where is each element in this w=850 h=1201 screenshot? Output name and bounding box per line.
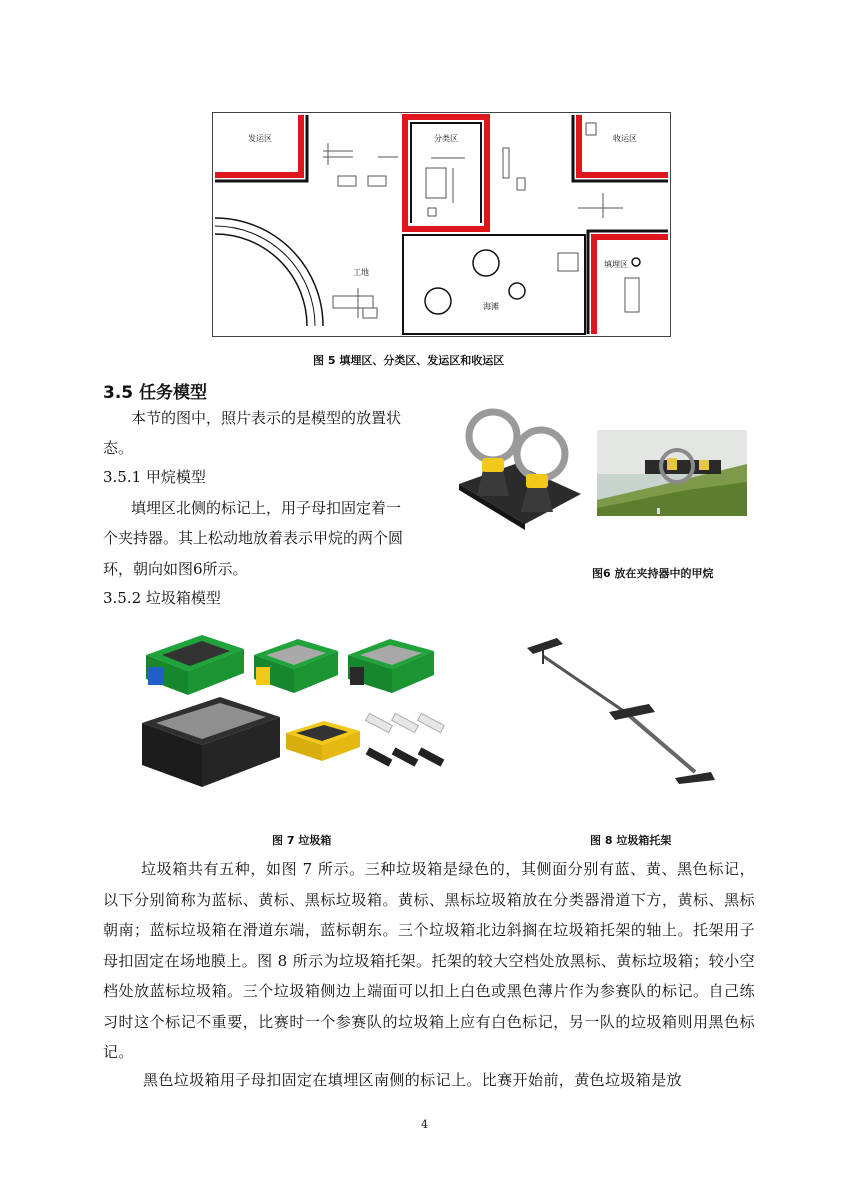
field-map-figure [212,112,671,337]
label-fayun: 发运区 [248,134,272,143]
methane-line-2: 个夹持器。其上松动地放着表示甲烷的两个圆 [103,529,404,547]
section-heading: 3.5 任务模型 [103,383,208,403]
methane-model-render [455,402,585,530]
figure7-caption: 图 7 垃圾箱 [272,834,332,847]
methane-line-3: 环，朝向如图6所示。 [103,560,248,578]
label-fenlei: 分类区 [434,134,458,143]
fayun-zone-wall [215,115,307,181]
methane-photo [597,430,747,516]
intro-line-1: 本节的图中，照片表示的是模型的放置状 [131,409,402,427]
figure8-caption: 图 8 垃圾箱托架 [590,834,672,847]
label-gongdi: 工地 [353,268,369,277]
beach-circle-large [473,250,499,276]
tianmai-marker-circle [632,258,640,266]
bin-rack-render [525,632,725,792]
figure6-caption: 图6 放在夹持器中的甲烷 [592,567,714,580]
bin-yellow [286,721,360,761]
paragraph-black-bin: 黑色垃圾箱用子母扣固定在填埋区南侧的标记上。比赛开始前，黄色垃圾箱是放 [143,1071,683,1089]
label-tianmai: 填埋区 [604,260,628,269]
bin-black-marked [348,639,434,693]
marker-tiles [366,713,445,766]
page-number: 4 [421,1118,428,1131]
methane-line-1: 填埋区北侧的标记上，用子母扣固定着一 [131,499,402,517]
figure5-caption: 图 5 填埋区、分类区、发运区和收运区 [313,354,505,367]
beach-circle-left [425,288,451,314]
bin-black [142,697,280,787]
field-map-drawing [213,113,670,336]
bins-render [140,625,445,797]
subsection-bins-title: 3.5.2 垃圾箱模型 [103,589,221,607]
haitan-area-border [403,235,585,334]
tianmai-zone-wall [588,231,668,334]
bin-blue-marked [146,635,244,695]
intro-line-2: 态。 [103,439,134,457]
gongdi-arc [215,218,323,326]
bin-yellow-marked [254,639,338,693]
label-shouyun: 收运区 [613,134,637,143]
shouyun-zone-wall [573,115,668,181]
subsection-methane-title: 3.5.1 甲烷模型 [103,468,206,486]
label-haitan: 海滩 [483,302,499,311]
paragraph-bins: 垃圾箱共有五种，如图 7 所示。三种垃圾箱是绿色的，其侧面分别有蓝、黄、黑色标记，以下分别简称为蓝标、黄标、黑标垃圾箱。黄标、黑标垃圾箱放在分类器滑道下方，黄标、黑标朝南；蓝标垃圾箱在滑道东端，蓝标朝东。三个垃圾箱北边斜搁在垃圾箱托架的轴上。托架用子母扣固定在场地膜上。图 8 所示为垃圾箱托架。托架的较大空档处放黑标、黄标垃圾箱；较小空档处放蓝标垃圾箱。三个垃圾箱侧边上端面可以扣上白色或黑色薄片作为参赛队的标记。自己练习时这个标记不重要，比赛时一个参赛队的垃圾箱上应有白色标记，另一队的垃圾箱则用黑色标记。 [103,860,755,1061]
beach-circle-small [509,283,525,299]
